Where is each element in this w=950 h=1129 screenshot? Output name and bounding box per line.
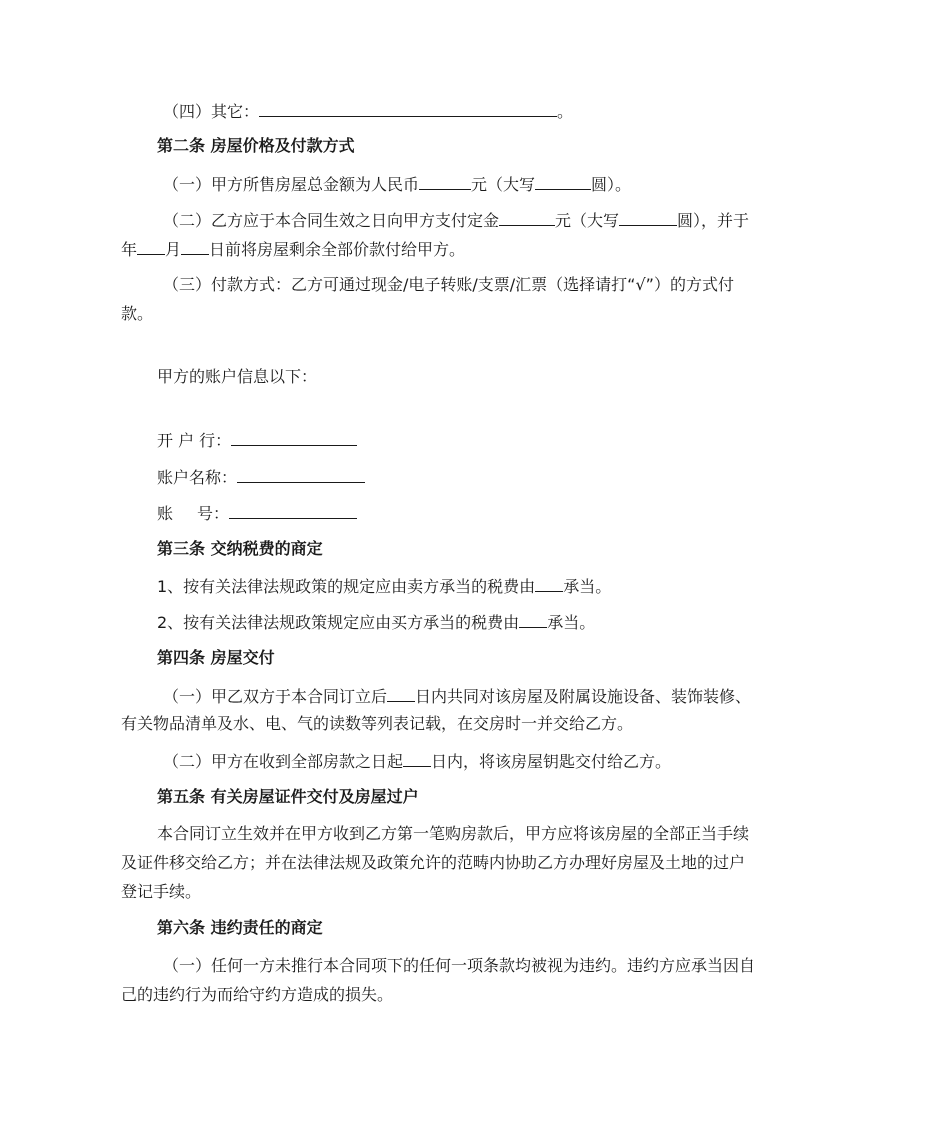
text-segment: 承当。 [563,577,612,596]
article-3-item-2 [157,610,595,632]
text-segment: 元（大写 [555,211,620,230]
blank-field [259,99,557,117]
text-segment: 日内，将该房屋钥匙交付给乙方。 [431,752,672,771]
article-4-item-1-line-2: 有关物品清单及水、电、气的读数等列表记载，在交房时一并交给乙方。 [121,714,634,733]
blank-field [181,237,209,255]
text-segment: （二）乙方应于本合同生效之日向甲方支付定金 [163,211,500,230]
article-4-item-2 [163,749,671,771]
blank-field [535,172,591,190]
article-3-heading: 第三条 交纳税费的商定 [157,539,323,558]
article-2-item-2-line-2 [121,237,465,259]
blank-field [519,610,547,628]
text-segment: 日前将房屋剩余全部价款付给甲方。 [209,240,466,259]
other-clause [163,99,573,121]
article-2-item-2-line-1 [163,208,749,230]
account-number-label: 号： [197,504,230,523]
bank-label: 开 户 行： [157,431,232,450]
account-bank [157,428,357,450]
blank-field [229,501,357,519]
account-name-label: 账户名称： [157,468,238,487]
blank-field [403,749,431,767]
other-end: 。 [557,102,574,121]
article-2-item-1 [163,172,631,194]
blank-field [619,208,677,226]
text-segment: 年 [121,240,138,259]
article-6-heading: 第六条 违约责任的商定 [157,918,323,937]
text-segment: 2、按有关法律法规政策规定应由买方承当的税费由 [157,613,520,632]
blank-field [419,172,471,190]
article-2-item-3-line-2: 款。 [121,304,154,323]
article-5-heading: 第五条 有关房屋证件交付及房屋过户 [157,787,419,806]
article-5-line-3: 登记手续。 [121,882,202,901]
article-5-line-2: 及证件移交给乙方；并在法律法规及政策允许的范畴内协助乙方办理好房屋及土地的过户 [121,853,746,872]
text-segment: 元（大写 [471,175,536,194]
text-segment: 日内共同对该房屋及附属设施设备、装饰装修、 [415,687,752,706]
blank-field [535,574,563,592]
account-intro: 甲方的账户信息以下： [157,367,318,386]
blank-field [137,237,165,255]
article-2-heading: 第二条 房屋价格及付款方式 [157,136,355,155]
article-6-line-1: （一）任何一方未推行本合同项下的任何一项条款均被视为违约。违约方应承当因自 [163,956,756,975]
blank-field [499,208,555,226]
article-4-item-1-line-1 [163,684,751,706]
text-segment: （一）甲方所售房屋总金额为人民币 [163,175,420,194]
article-5-line-1: 本合同订立生效并在甲方收到乙方第一笔购房款后，甲方应将该房屋的全部正当手续 [157,824,750,843]
text-segment: 圆），并于 [677,211,750,230]
other-label: （四）其它： [163,102,260,121]
text-segment: 月 [165,240,182,259]
text-segment: 1、按有关法律法规政策的规定应由卖方承当的税费由 [157,577,536,596]
text-segment: 承当。 [547,613,596,632]
account-name [157,465,365,487]
article-4-heading: 第四条 房屋交付 [157,648,275,667]
article-6-line-2: 己的违约行为而给守约方造成的损失。 [121,985,394,1004]
account-number-label: 账 [157,504,174,523]
blank-field [231,428,357,446]
text-segment: （一）甲乙双方于本合同订立后 [163,687,388,706]
text-segment: （二）甲方在收到全部房款之日起 [163,752,404,771]
text-segment: 圆）。 [591,175,632,194]
account-number [157,501,357,523]
blank-field [387,684,415,702]
blank-field [237,465,365,483]
article-3-item-1 [157,574,611,596]
article-2-item-3-line-1: （三）付款方式：乙方可通过现金/电子转账/支票/汇票（选择请打“√”）的方式付 [163,275,734,294]
